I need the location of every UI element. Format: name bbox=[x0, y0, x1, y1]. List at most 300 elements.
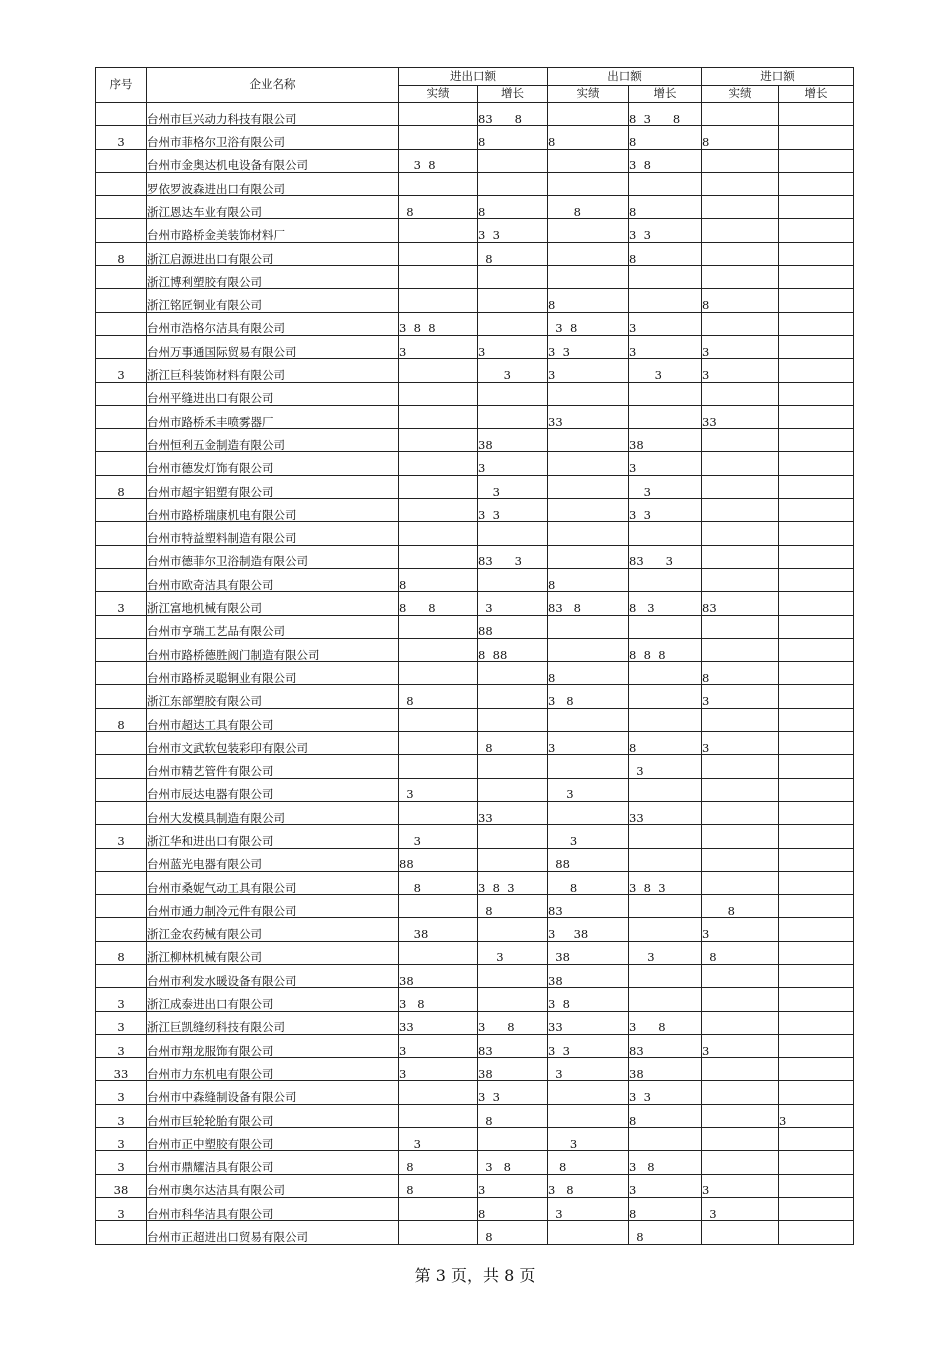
row-export-actual bbox=[548, 522, 629, 545]
row-export-growth: 8 bbox=[629, 126, 702, 149]
table-row bbox=[96, 568, 854, 591]
row-seq: 3 bbox=[96, 1104, 147, 1127]
row-export-actual: 8 bbox=[548, 871, 629, 894]
row-seq bbox=[96, 312, 147, 335]
row-import-actual: 3 bbox=[702, 732, 779, 755]
row-import-growth bbox=[779, 1058, 854, 1081]
row-total-actual bbox=[399, 1197, 478, 1220]
row-seq: 3 bbox=[96, 1034, 147, 1057]
row-seq bbox=[96, 382, 147, 405]
table-row bbox=[96, 662, 854, 685]
row-seq bbox=[96, 103, 147, 126]
row-seq bbox=[96, 871, 147, 894]
row-total-growth bbox=[478, 172, 548, 195]
row-total-actual: 33 bbox=[399, 1011, 478, 1034]
row-import-growth bbox=[779, 988, 854, 1011]
row-export-growth: 83 bbox=[629, 1034, 702, 1057]
row-total-growth bbox=[478, 662, 548, 685]
table-row bbox=[96, 1011, 854, 1034]
row-total-actual bbox=[399, 755, 478, 778]
row-company-name: 台州市巨轮轮胎有限公司 bbox=[147, 1104, 399, 1127]
row-export-actual bbox=[548, 382, 629, 405]
row-total-actual bbox=[399, 172, 478, 195]
table-row bbox=[96, 848, 854, 871]
row-seq bbox=[96, 732, 147, 755]
row-export-growth: 38 bbox=[629, 1058, 702, 1081]
row-total-growth: 3 bbox=[478, 592, 548, 615]
row-company-name: 台州市辰达电器有限公司 bbox=[147, 778, 399, 801]
row-export-growth: 8 bbox=[629, 732, 702, 755]
row-export-actual: 3 bbox=[548, 359, 629, 382]
table-row bbox=[96, 592, 854, 615]
table-row bbox=[96, 918, 854, 941]
row-import-growth bbox=[779, 335, 854, 358]
row-company-name: 台州市利发水暖设备有限公司 bbox=[147, 964, 399, 987]
row-total-actual: 38 bbox=[399, 918, 478, 941]
row-seq bbox=[96, 545, 147, 568]
row-seq bbox=[96, 289, 147, 312]
row-export-growth: 3 bbox=[629, 312, 702, 335]
row-total-actual bbox=[399, 732, 478, 755]
row-import-actual: 3 bbox=[702, 359, 779, 382]
row-import-growth bbox=[779, 266, 854, 289]
row-import-actual: 3 bbox=[702, 1034, 779, 1057]
header-company: 企业名称 bbox=[147, 68, 399, 103]
row-import-actual bbox=[702, 755, 779, 778]
row-import-growth bbox=[779, 429, 854, 452]
row-export-growth: 8 bbox=[629, 242, 702, 265]
row-company-name: 台州市菲格尔卫浴有限公司 bbox=[147, 126, 399, 149]
row-company-name: 台州市欧奇洁具有限公司 bbox=[147, 568, 399, 591]
table-row bbox=[96, 871, 854, 894]
table-row bbox=[96, 685, 854, 708]
table-row bbox=[96, 219, 854, 242]
row-export-actual bbox=[548, 429, 629, 452]
row-export-growth bbox=[629, 289, 702, 312]
row-export-growth bbox=[629, 522, 702, 545]
table-row bbox=[96, 1197, 854, 1220]
row-import-actual bbox=[702, 149, 779, 172]
row-seq: 3 bbox=[96, 988, 147, 1011]
page-footer: 第 3 页，共 8 页 bbox=[414, 1266, 536, 1285]
row-export-growth bbox=[629, 778, 702, 801]
row-import-actual bbox=[702, 103, 779, 126]
row-total-actual: 3 bbox=[399, 1128, 478, 1151]
table-row bbox=[96, 1151, 854, 1174]
row-total-actual bbox=[399, 499, 478, 522]
row-export-growth: 3 8 bbox=[629, 1011, 702, 1034]
row-import-growth bbox=[779, 778, 854, 801]
row-company-name: 台州市路桥金美装饰材料厂 bbox=[147, 219, 399, 242]
row-import-growth bbox=[779, 1011, 854, 1034]
row-seq bbox=[96, 149, 147, 172]
table-row bbox=[96, 126, 854, 149]
row-export-actual bbox=[548, 149, 629, 172]
row-import-actual bbox=[702, 545, 779, 568]
row-total-actual: 8 8 bbox=[399, 592, 478, 615]
row-import-actual bbox=[702, 172, 779, 195]
table-row bbox=[96, 638, 854, 661]
row-seq bbox=[96, 196, 147, 219]
row-company-name: 台州市翔龙服饰有限公司 bbox=[147, 1034, 399, 1057]
row-total-actual bbox=[399, 452, 478, 475]
row-total-growth bbox=[478, 382, 548, 405]
row-total-actual bbox=[399, 662, 478, 685]
row-company-name: 浙江成泰进出口有限公司 bbox=[147, 988, 399, 1011]
row-import-growth bbox=[779, 871, 854, 894]
row-export-actual bbox=[548, 708, 629, 731]
row-total-actual: 3 bbox=[399, 1034, 478, 1057]
row-company-name: 台州市巨兴动力科技有限公司 bbox=[147, 103, 399, 126]
row-import-growth bbox=[779, 219, 854, 242]
row-total-actual bbox=[399, 941, 478, 964]
header-export: 出口额 bbox=[548, 68, 702, 86]
row-total-actual bbox=[399, 895, 478, 918]
row-import-actual: 8 bbox=[702, 126, 779, 149]
row-total-growth: 3 bbox=[478, 335, 548, 358]
row-seq: 8 bbox=[96, 475, 147, 498]
row-import-actual bbox=[702, 196, 779, 219]
row-seq bbox=[96, 918, 147, 941]
row-export-growth: 3 bbox=[629, 941, 702, 964]
row-seq bbox=[96, 499, 147, 522]
row-import-actual bbox=[702, 312, 779, 335]
row-import-growth bbox=[779, 615, 854, 638]
row-export-growth: 3 8 bbox=[629, 1151, 702, 1174]
table-row bbox=[96, 895, 854, 918]
row-seq bbox=[96, 685, 147, 708]
row-import-growth bbox=[779, 638, 854, 661]
row-import-actual: 3 bbox=[702, 1197, 779, 1220]
table-row bbox=[96, 1081, 854, 1104]
row-export-actual: 8 bbox=[548, 126, 629, 149]
row-company-name: 台州市德发灯饰有限公司 bbox=[147, 452, 399, 475]
row-company-name: 台州市路桥灵聪铜业有限公司 bbox=[147, 662, 399, 685]
row-import-actual bbox=[702, 848, 779, 871]
table-row bbox=[96, 708, 854, 731]
row-company-name: 台州大发模具制造有限公司 bbox=[147, 801, 399, 824]
row-total-growth: 3 3 bbox=[478, 499, 548, 522]
row-import-actual bbox=[702, 522, 779, 545]
row-seq: 3 bbox=[96, 1081, 147, 1104]
row-export-actual bbox=[548, 452, 629, 475]
row-total-actual bbox=[399, 242, 478, 265]
row-export-growth bbox=[629, 918, 702, 941]
row-total-actual bbox=[399, 801, 478, 824]
row-total-actual: 38 bbox=[399, 964, 478, 987]
row-export-growth bbox=[629, 405, 702, 428]
row-total-actual bbox=[399, 126, 478, 149]
row-import-growth bbox=[779, 242, 854, 265]
row-import-actual bbox=[702, 1151, 779, 1174]
row-company-name: 台州市路桥禾丰喷雾器厂 bbox=[147, 405, 399, 428]
row-total-actual bbox=[399, 289, 478, 312]
row-total-growth bbox=[478, 918, 548, 941]
row-import-growth bbox=[779, 382, 854, 405]
table-row bbox=[96, 941, 854, 964]
row-total-growth: 3 bbox=[478, 475, 548, 498]
row-export-actual: 3 bbox=[548, 825, 629, 848]
row-export-growth bbox=[629, 708, 702, 731]
header-import-actual: 实绩 bbox=[702, 86, 779, 103]
row-total-growth bbox=[478, 964, 548, 987]
row-total-actual: 3 8 8 bbox=[399, 312, 478, 335]
header-seq: 序号 bbox=[96, 68, 147, 103]
row-company-name: 浙江柳林机械有限公司 bbox=[147, 941, 399, 964]
row-export-actual bbox=[548, 638, 629, 661]
row-total-growth bbox=[478, 708, 548, 731]
row-total-growth: 8 bbox=[478, 242, 548, 265]
row-total-actual bbox=[399, 522, 478, 545]
table-row bbox=[96, 1128, 854, 1151]
table-row bbox=[96, 359, 854, 382]
table-body bbox=[96, 103, 854, 1245]
row-import-growth bbox=[779, 475, 854, 498]
row-company-name: 台州市德菲尔卫浴制造有限公司 bbox=[147, 545, 399, 568]
row-export-actual: 3 8 bbox=[548, 312, 629, 335]
row-company-name: 浙江博利塑胶有限公司 bbox=[147, 266, 399, 289]
row-company-name: 台州市路桥瑞康机电有限公司 bbox=[147, 499, 399, 522]
row-seq bbox=[96, 964, 147, 987]
row-total-actual bbox=[399, 382, 478, 405]
row-company-name: 浙江华和进出口有限公司 bbox=[147, 825, 399, 848]
row-export-actual: 3 bbox=[548, 732, 629, 755]
row-export-actual bbox=[548, 1104, 629, 1127]
row-import-actual: 8 bbox=[702, 895, 779, 918]
row-import-growth bbox=[779, 1197, 854, 1220]
row-import-actual bbox=[702, 499, 779, 522]
row-seq bbox=[96, 638, 147, 661]
row-import-growth bbox=[779, 499, 854, 522]
row-total-actual: 3 bbox=[399, 335, 478, 358]
row-total-actual: 3 bbox=[399, 1058, 478, 1081]
row-export-actual bbox=[548, 615, 629, 638]
row-total-growth bbox=[478, 755, 548, 778]
row-total-growth: 8 bbox=[478, 1221, 548, 1244]
row-total-actual: 8 bbox=[399, 871, 478, 894]
row-import-growth bbox=[779, 568, 854, 591]
row-import-growth bbox=[779, 1081, 854, 1104]
row-export-actual bbox=[548, 755, 629, 778]
table-row bbox=[96, 242, 854, 265]
row-import-growth bbox=[779, 941, 854, 964]
header-total-growth: 增长 bbox=[478, 86, 548, 103]
row-import-actual bbox=[702, 266, 779, 289]
row-company-name: 台州市桑妮气动工具有限公司 bbox=[147, 871, 399, 894]
row-import-growth bbox=[779, 708, 854, 731]
row-company-name: 台州市正超进出口贸易有限公司 bbox=[147, 1221, 399, 1244]
header-export-actual: 实绩 bbox=[548, 86, 629, 103]
row-total-growth bbox=[478, 405, 548, 428]
row-export-growth: 3 bbox=[629, 335, 702, 358]
row-company-name: 浙江巨科装饰材料有限公司 bbox=[147, 359, 399, 382]
row-export-growth bbox=[629, 172, 702, 195]
row-total-growth bbox=[478, 1128, 548, 1151]
row-export-growth: 3 3 bbox=[629, 499, 702, 522]
row-total-actual bbox=[399, 1081, 478, 1104]
row-import-growth: 3 bbox=[779, 1104, 854, 1127]
table-row bbox=[96, 988, 854, 1011]
row-import-growth bbox=[779, 1221, 854, 1244]
row-import-actual bbox=[702, 1081, 779, 1104]
row-import-actual bbox=[702, 1221, 779, 1244]
row-seq: 8 bbox=[96, 242, 147, 265]
row-seq: 3 bbox=[96, 1128, 147, 1151]
row-export-growth bbox=[629, 895, 702, 918]
row-total-growth: 33 bbox=[478, 801, 548, 824]
row-company-name: 浙江金农药械有限公司 bbox=[147, 918, 399, 941]
row-import-actual bbox=[702, 219, 779, 242]
row-import-growth bbox=[779, 848, 854, 871]
row-import-actual bbox=[702, 638, 779, 661]
row-seq: 3 bbox=[96, 825, 147, 848]
row-total-growth: 83 8 bbox=[478, 103, 548, 126]
row-export-growth: 3 8 3 bbox=[629, 871, 702, 894]
table-row bbox=[96, 615, 854, 638]
row-total-growth bbox=[478, 685, 548, 708]
row-import-actual bbox=[702, 871, 779, 894]
row-total-growth: 83 bbox=[478, 1034, 548, 1057]
row-import-actual bbox=[702, 242, 779, 265]
row-company-name: 台州市鼎耀洁具有限公司 bbox=[147, 1151, 399, 1174]
row-export-growth: 3 8 bbox=[629, 149, 702, 172]
row-seq: 3 bbox=[96, 126, 147, 149]
row-total-growth: 3 bbox=[478, 941, 548, 964]
table-row bbox=[96, 522, 854, 545]
row-company-name: 台州市文武软包装彩印有限公司 bbox=[147, 732, 399, 755]
row-import-actual: 8 bbox=[702, 662, 779, 685]
row-total-growth bbox=[478, 988, 548, 1011]
row-export-growth: 8 3 bbox=[629, 592, 702, 615]
row-import-growth bbox=[779, 825, 854, 848]
row-company-name: 浙江富地机械有限公司 bbox=[147, 592, 399, 615]
row-total-growth: 3 bbox=[478, 452, 548, 475]
row-export-growth: 3 bbox=[629, 452, 702, 475]
row-export-growth: 3 bbox=[629, 755, 702, 778]
row-total-growth bbox=[478, 778, 548, 801]
row-import-actual bbox=[702, 1058, 779, 1081]
row-seq bbox=[96, 895, 147, 918]
row-export-actual bbox=[548, 499, 629, 522]
row-import-growth bbox=[779, 545, 854, 568]
report-sheet bbox=[95, 67, 854, 1245]
row-total-growth: 8 bbox=[478, 732, 548, 755]
row-import-growth bbox=[779, 895, 854, 918]
row-company-name: 罗依罗波森进出口有限公司 bbox=[147, 172, 399, 195]
row-import-growth bbox=[779, 801, 854, 824]
row-company-name: 浙江铭匠铜业有限公司 bbox=[147, 289, 399, 312]
table-row bbox=[96, 429, 854, 452]
row-import-growth bbox=[779, 359, 854, 382]
table-row bbox=[96, 964, 854, 987]
row-export-growth: 3 3 bbox=[629, 219, 702, 242]
row-company-name: 台州平缝进出口有限公司 bbox=[147, 382, 399, 405]
row-import-actual bbox=[702, 568, 779, 591]
row-total-growth: 8 bbox=[478, 196, 548, 219]
table-row bbox=[96, 335, 854, 358]
row-total-actual: 3 8 bbox=[399, 988, 478, 1011]
row-import-growth bbox=[779, 662, 854, 685]
row-total-actual bbox=[399, 475, 478, 498]
row-import-actual bbox=[702, 988, 779, 1011]
row-export-actual bbox=[548, 1081, 629, 1104]
table-row bbox=[96, 172, 854, 195]
row-seq: 3 bbox=[96, 1151, 147, 1174]
table-row bbox=[96, 801, 854, 824]
row-export-actual: 38 bbox=[548, 964, 629, 987]
row-export-growth bbox=[629, 615, 702, 638]
row-export-actual bbox=[548, 219, 629, 242]
row-import-actual bbox=[702, 452, 779, 475]
trade-table bbox=[95, 67, 854, 1245]
row-export-growth: 8 bbox=[629, 1197, 702, 1220]
row-company-name: 台州市力东机电有限公司 bbox=[147, 1058, 399, 1081]
row-total-growth: 8 88 bbox=[478, 638, 548, 661]
row-total-growth: 3 3 bbox=[478, 219, 548, 242]
row-total-growth bbox=[478, 312, 548, 335]
row-export-actual bbox=[548, 103, 629, 126]
row-export-growth: 8 8 8 bbox=[629, 638, 702, 661]
row-total-actual bbox=[399, 266, 478, 289]
row-import-actual bbox=[702, 778, 779, 801]
table-row bbox=[96, 312, 854, 335]
row-export-actual: 33 bbox=[548, 1011, 629, 1034]
row-total-actual bbox=[399, 1221, 478, 1244]
row-total-growth bbox=[478, 825, 548, 848]
table-row bbox=[96, 266, 854, 289]
row-seq bbox=[96, 615, 147, 638]
table-row bbox=[96, 545, 854, 568]
row-total-growth bbox=[478, 568, 548, 591]
row-import-actual: 3 bbox=[702, 1174, 779, 1197]
row-total-actual: 8 bbox=[399, 568, 478, 591]
row-company-name: 台州市特益塑料制造有限公司 bbox=[147, 522, 399, 545]
row-export-growth bbox=[629, 382, 702, 405]
row-export-actual: 83 8 bbox=[548, 592, 629, 615]
row-total-actual: 88 bbox=[399, 848, 478, 871]
table-row bbox=[96, 1034, 854, 1057]
row-company-name: 台州恒利五金制造有限公司 bbox=[147, 429, 399, 452]
row-seq: 8 bbox=[96, 941, 147, 964]
row-export-actual: 3 3 bbox=[548, 335, 629, 358]
row-export-actual bbox=[548, 172, 629, 195]
row-seq bbox=[96, 266, 147, 289]
row-company-name: 台州市科华洁具有限公司 bbox=[147, 1197, 399, 1220]
row-total-actual bbox=[399, 545, 478, 568]
row-total-growth: 3 3 bbox=[478, 1081, 548, 1104]
row-import-growth bbox=[779, 918, 854, 941]
row-company-name: 台州市浩格尔洁具有限公司 bbox=[147, 312, 399, 335]
row-total-growth: 38 bbox=[478, 429, 548, 452]
table-row bbox=[96, 475, 854, 498]
row-export-actual: 3 38 bbox=[548, 918, 629, 941]
row-export-growth: 38 bbox=[629, 429, 702, 452]
row-total-growth: 8 bbox=[478, 1197, 548, 1220]
row-export-growth bbox=[629, 568, 702, 591]
row-total-actual: 3 bbox=[399, 825, 478, 848]
row-seq bbox=[96, 778, 147, 801]
row-import-actual bbox=[702, 708, 779, 731]
row-import-actual: 3 bbox=[702, 918, 779, 941]
table-row bbox=[96, 149, 854, 172]
row-import-growth bbox=[779, 405, 854, 428]
row-export-growth: 83 3 bbox=[629, 545, 702, 568]
table-row bbox=[96, 1058, 854, 1081]
row-export-actual: 38 bbox=[548, 941, 629, 964]
row-total-actual: 8 bbox=[399, 1151, 478, 1174]
row-company-name: 台州蓝光电器有限公司 bbox=[147, 848, 399, 871]
row-company-name: 台州市中森缝制设备有限公司 bbox=[147, 1081, 399, 1104]
